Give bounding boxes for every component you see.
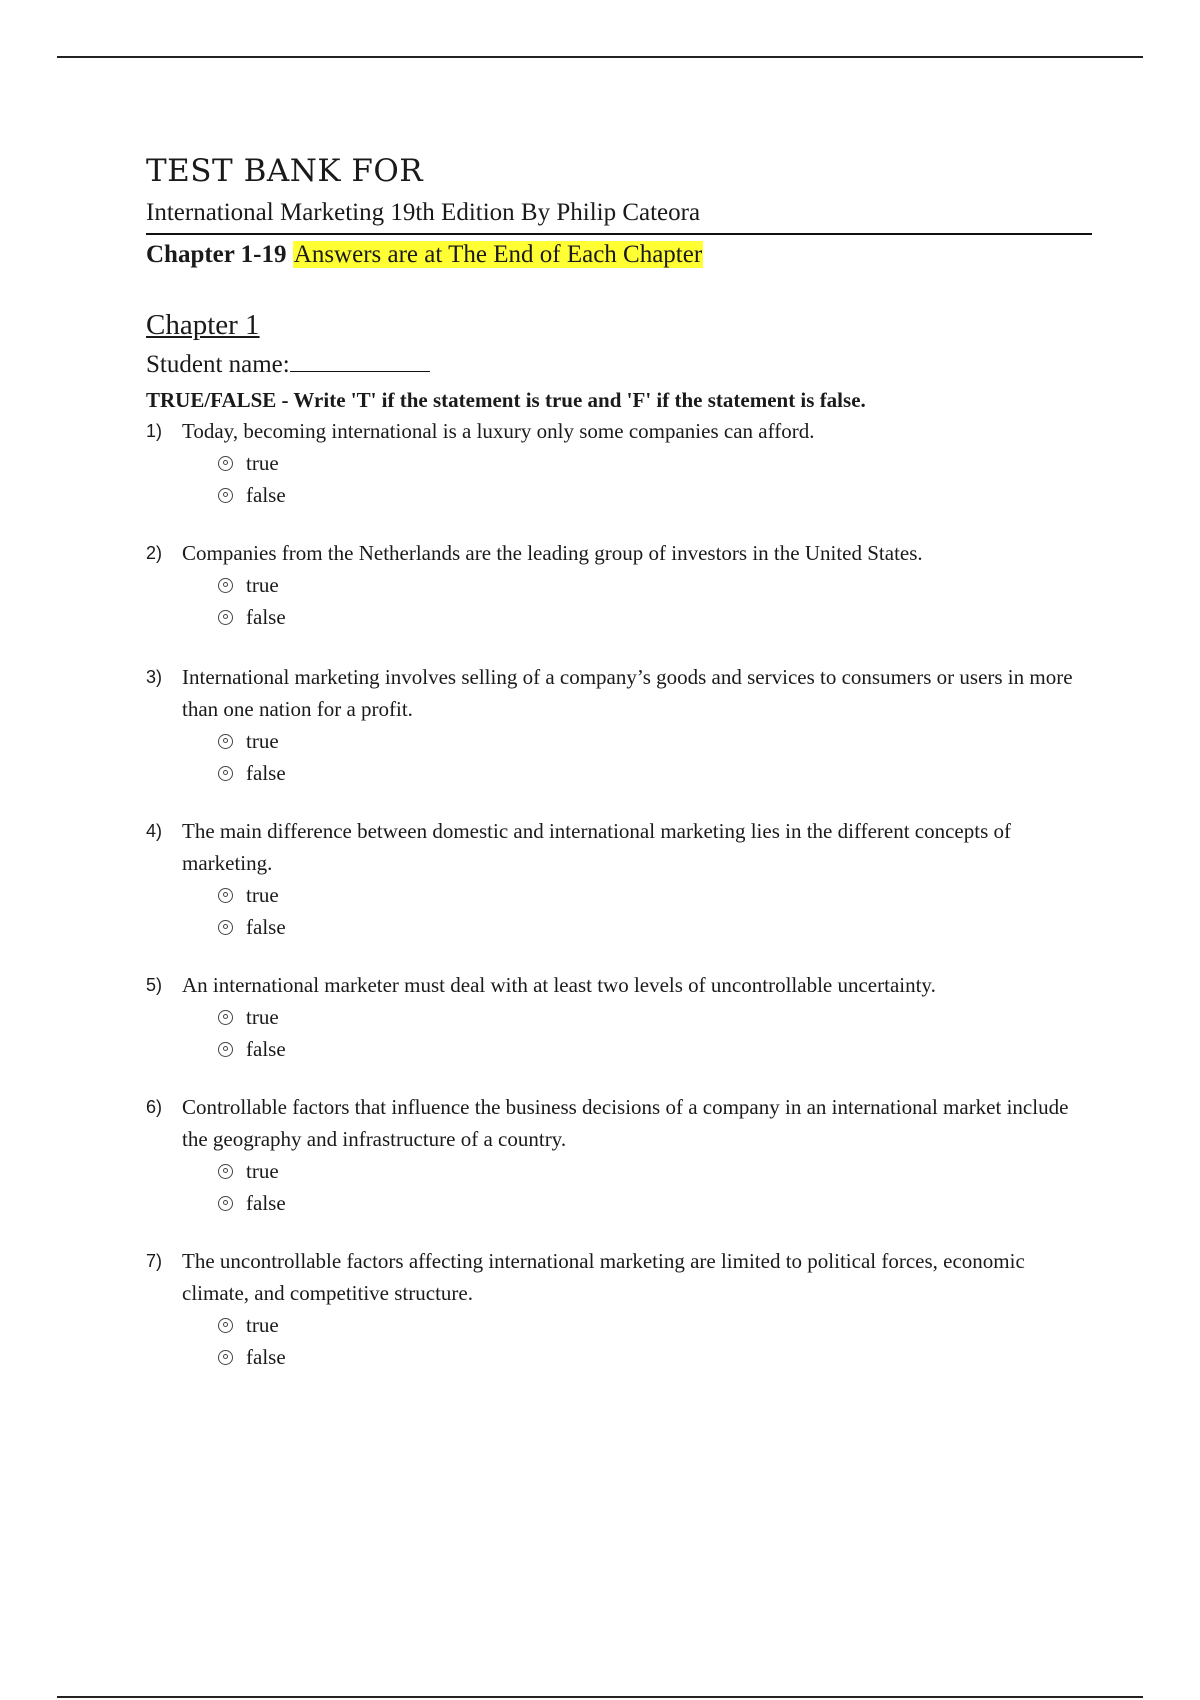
answer-options bbox=[218, 447, 1092, 511]
radio-button-icon[interactable] bbox=[218, 734, 233, 749]
question-item bbox=[146, 969, 1092, 1065]
page-bottom-rule bbox=[57, 1696, 1143, 1698]
instructions: TRUE/FALSE - Write 'T' if the statement is true and 'F' if the statement is false. bbox=[146, 388, 866, 412]
radio-button-icon[interactable] bbox=[218, 1318, 233, 1333]
radio-button-icon[interactable] bbox=[218, 1010, 233, 1025]
radio-button-icon[interactable] bbox=[218, 1042, 233, 1057]
answer-options bbox=[218, 725, 1092, 789]
answer-option-label: false bbox=[246, 1345, 286, 1369]
answers-note: Answers are at The End of Each Chapter bbox=[293, 241, 703, 268]
answer-option-false[interactable] bbox=[218, 1341, 1092, 1373]
document-title: TEST BANK FOR bbox=[146, 153, 424, 189]
question-item bbox=[146, 1091, 1092, 1219]
radio-button-icon[interactable] bbox=[218, 1350, 233, 1365]
answer-option-label: false bbox=[246, 1191, 286, 1215]
question-text: Today, becoming international is a luxury only some companies can afford. bbox=[182, 419, 815, 443]
student-name-label: Student name: bbox=[146, 351, 290, 378]
answer-options bbox=[218, 1309, 1092, 1373]
answer-option-true[interactable] bbox=[218, 1155, 1092, 1187]
radio-button-icon[interactable] bbox=[218, 888, 233, 903]
question-text: The uncontrollable factors affecting international marketing are limited to political forces, economic climate, and competitive structure. bbox=[182, 1249, 1025, 1305]
answer-option-label: true bbox=[246, 451, 279, 475]
answer-option-false[interactable] bbox=[218, 911, 1092, 943]
chapter-range: Chapter 1-19 bbox=[146, 241, 287, 268]
question-row bbox=[146, 537, 1092, 569]
radio-button-icon[interactable] bbox=[218, 578, 233, 593]
document-body bbox=[146, 150, 1092, 1373]
answer-option-false[interactable] bbox=[218, 1033, 1092, 1065]
question-item bbox=[146, 815, 1092, 943]
question-item bbox=[146, 1245, 1092, 1373]
answer-option-false[interactable] bbox=[218, 479, 1092, 511]
question-text: An international marketer must deal with at least two levels of uncontrollable uncertainty. bbox=[182, 973, 936, 997]
answer-option-true[interactable] bbox=[218, 1309, 1092, 1341]
question-row bbox=[146, 1091, 1092, 1155]
radio-button-icon[interactable] bbox=[218, 920, 233, 935]
question-row bbox=[146, 415, 1092, 447]
question-number: 3) bbox=[146, 667, 163, 687]
answer-option-false[interactable] bbox=[218, 601, 1092, 633]
question-text: Companies from the Netherlands are the leading group of investors in the United States. bbox=[182, 541, 923, 565]
radio-button-icon[interactable] bbox=[218, 1196, 233, 1211]
question-number: 5) bbox=[146, 975, 163, 995]
answer-option-true[interactable] bbox=[218, 879, 1092, 911]
question-number: 6) bbox=[146, 1097, 163, 1117]
radio-button-icon[interactable] bbox=[218, 456, 233, 471]
answer-option-label: true bbox=[246, 1005, 279, 1029]
radio-button-icon[interactable] bbox=[218, 488, 233, 503]
answer-options bbox=[218, 1155, 1092, 1219]
question-row bbox=[146, 969, 1092, 1001]
question-row bbox=[146, 1245, 1092, 1309]
student-name-blank bbox=[290, 351, 430, 372]
answer-option-label: true bbox=[246, 573, 279, 597]
question-list bbox=[146, 415, 1092, 1373]
page-top-rule bbox=[57, 56, 1143, 58]
question-number: 4) bbox=[146, 821, 163, 841]
answer-option-label: false bbox=[246, 915, 286, 939]
question-number: 7) bbox=[146, 1251, 163, 1271]
answer-option-label: true bbox=[246, 883, 279, 907]
document-subtitle: International Marketing 19th Edition By Philip Cateora bbox=[146, 196, 1092, 235]
answer-option-label: false bbox=[246, 1037, 286, 1061]
question-text: International marketing involves selling of a company’s goods and services to consumers or users in more than one nation for a profit. bbox=[182, 665, 1073, 721]
answer-option-label: false bbox=[246, 605, 286, 629]
answer-option-true[interactable] bbox=[218, 447, 1092, 479]
question-number: 1) bbox=[146, 421, 163, 441]
student-name-line bbox=[146, 347, 1092, 383]
answer-option-true[interactable] bbox=[218, 725, 1092, 757]
answer-options bbox=[218, 1001, 1092, 1065]
answer-option-true[interactable] bbox=[218, 569, 1092, 601]
question-text: Controllable factors that influence the business decisions of a company in an international market include the geography and infrastructure of a country. bbox=[182, 1095, 1069, 1151]
chapter-heading: Chapter 1 bbox=[146, 309, 260, 341]
question-item bbox=[146, 661, 1092, 789]
answer-option-label: false bbox=[246, 483, 286, 507]
question-text: The main difference between domestic and international marketing lies in the different concepts of marketing. bbox=[182, 819, 1011, 875]
question-item bbox=[146, 537, 1092, 633]
question-item bbox=[146, 415, 1092, 511]
radio-button-icon[interactable] bbox=[218, 1164, 233, 1179]
answer-options bbox=[218, 879, 1092, 943]
answer-option-label: false bbox=[246, 761, 286, 785]
question-number: 2) bbox=[146, 543, 163, 563]
radio-button-icon[interactable] bbox=[218, 610, 233, 625]
chapter-range-line bbox=[146, 237, 1092, 273]
answer-option-false[interactable] bbox=[218, 1187, 1092, 1219]
answer-options bbox=[218, 569, 1092, 633]
answer-option-label: true bbox=[246, 1313, 279, 1337]
answer-option-false[interactable] bbox=[218, 757, 1092, 789]
answer-option-label: true bbox=[246, 1159, 279, 1183]
answer-option-true[interactable] bbox=[218, 1001, 1092, 1033]
radio-button-icon[interactable] bbox=[218, 766, 233, 781]
question-row bbox=[146, 661, 1092, 725]
question-row bbox=[146, 815, 1092, 879]
answer-option-label: true bbox=[246, 729, 279, 753]
